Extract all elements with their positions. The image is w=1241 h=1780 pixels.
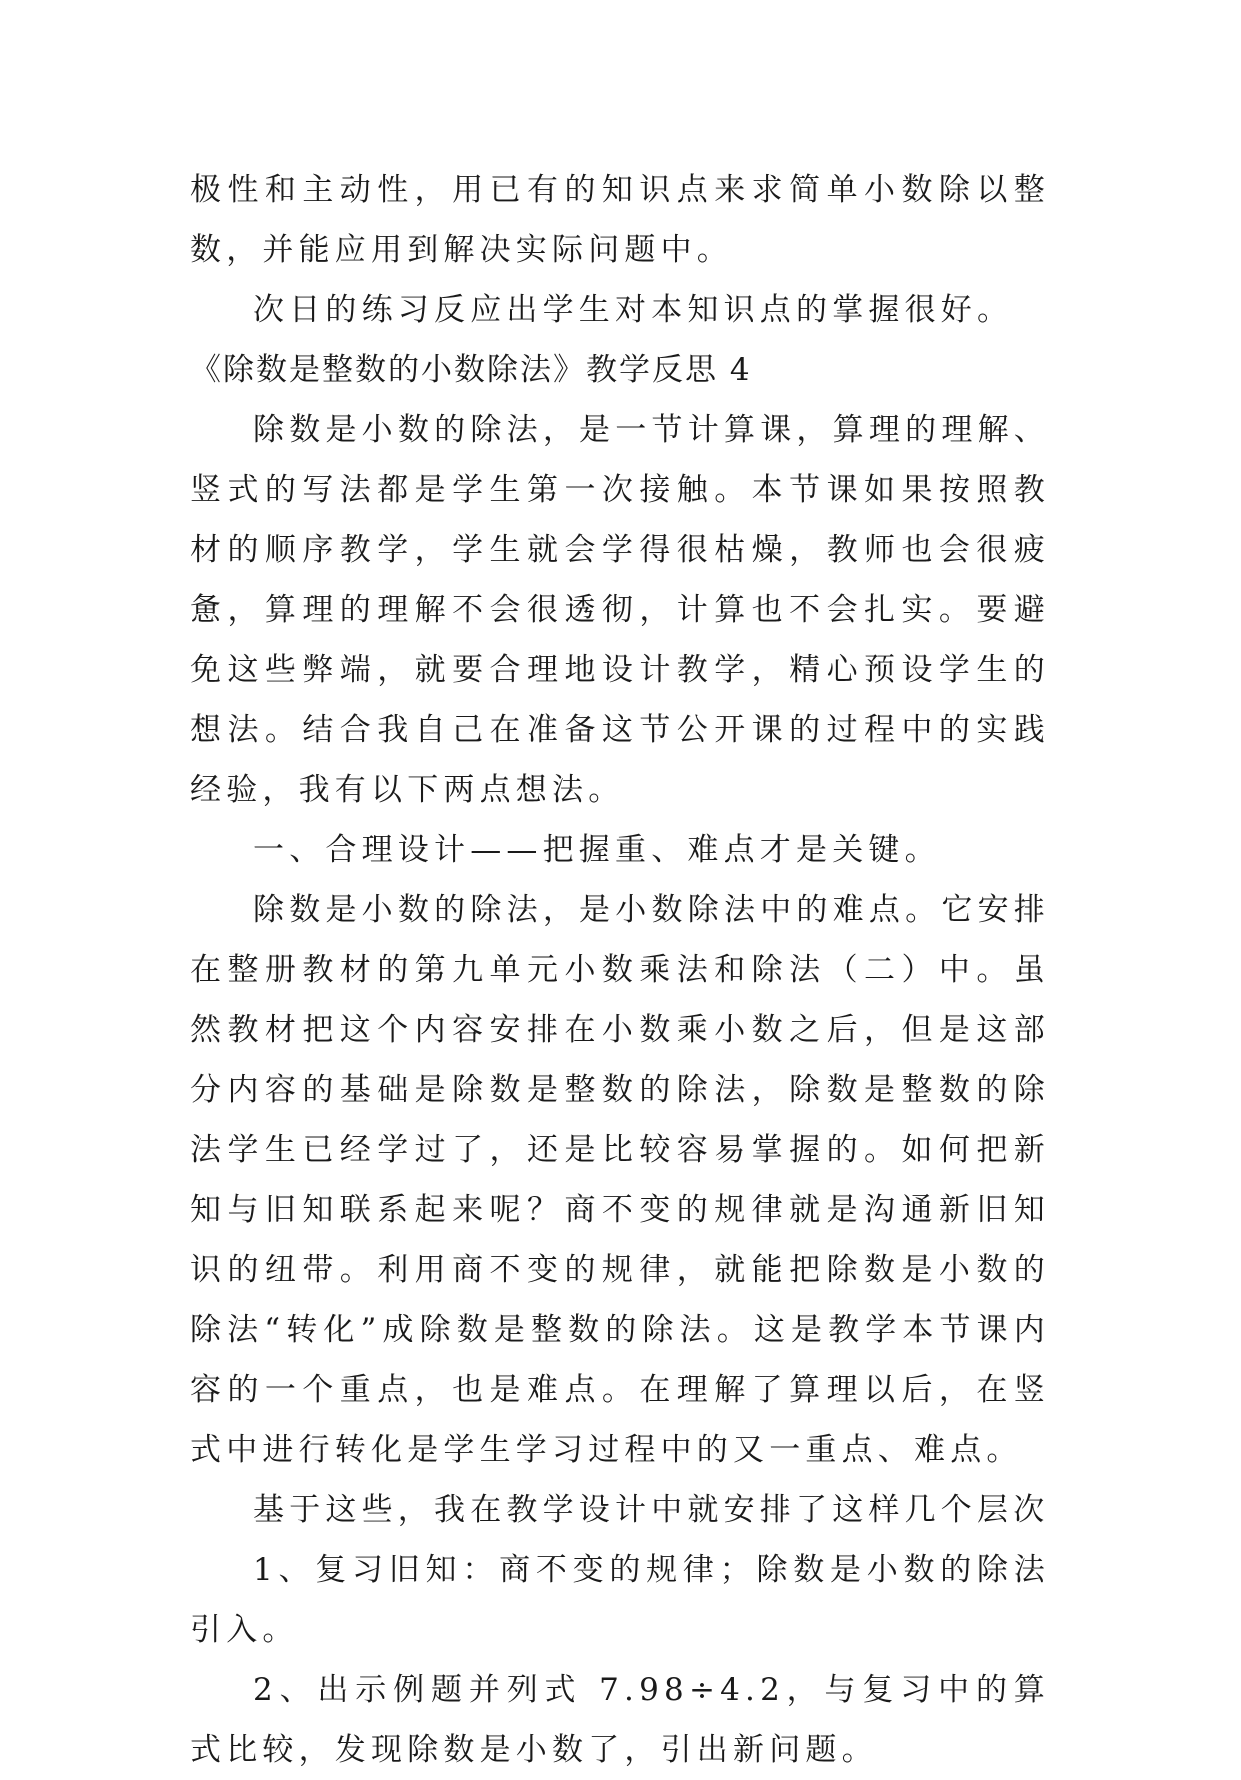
paragraph-3: 除数是小数的除法，是一节计算课，算理的理解、竖式的写法都是学生第一次接触。本节课如果按照教材的顺序教学，学生就会学得很枯燥，教师也会很疲惫，算理的理解不会很透彻，计算也不会扎实。要避免这些弊端，就要合理地设计教学，精心预设学生的想法。结合我自己在准备这节公开课的过程中的实践经验，我有以下两点想法。 (190, 412, 1050, 808)
paragraph-6: 基于这些，我在教学设计中就安排了这样几个层次 (253, 1492, 1050, 1528)
paragraph-5: 除数是小数的除法，是小数除法中的难点。它安排在整册教材的第九单元小数乘法和除法（二）中。虽然教材把这个内容安排在小数乘小数之后，但是这部分内容的基础是除数是整数的除法，除数是整数的除法学生已经学过了，还是比较容易掌握的。如何把新知与旧知联系起来呢？商不变的规律就是沟通新旧知识的纽带。利用商不变的规律，就能把除数是小数的除法“转化”成除数是整数的除法。这是教学本节课内容的一个重点，也是难点。在理解了算理以后，在竖式中进行转化是学生学习过程中的又一重点、难点。 (190, 892, 1050, 1468)
document-body (190, 160, 1050, 1780)
paragraph-4: 一、合理设计——把握重、难点才是关键。 (253, 832, 941, 868)
section-title: 《除数是整数的小数除法》教学反思 4 (190, 352, 752, 388)
paragraph-8: 2、出示例题并列式 7.98÷4.2，与复习中的算式比较，发现除数是小数了，引出新问题。 (190, 1672, 1050, 1768)
paragraph-1: 极性和主动性，用已有的知识点来求简单小数除以整数，并能应用到解决实际问题中。 (190, 172, 1050, 268)
paragraph-2: 次日的练习反应出学生对本知识点的掌握很好。 (253, 292, 1014, 328)
paragraph-7: 1、复习旧知：商不变的规律；除数是小数的除法引入。 (190, 1552, 1050, 1648)
